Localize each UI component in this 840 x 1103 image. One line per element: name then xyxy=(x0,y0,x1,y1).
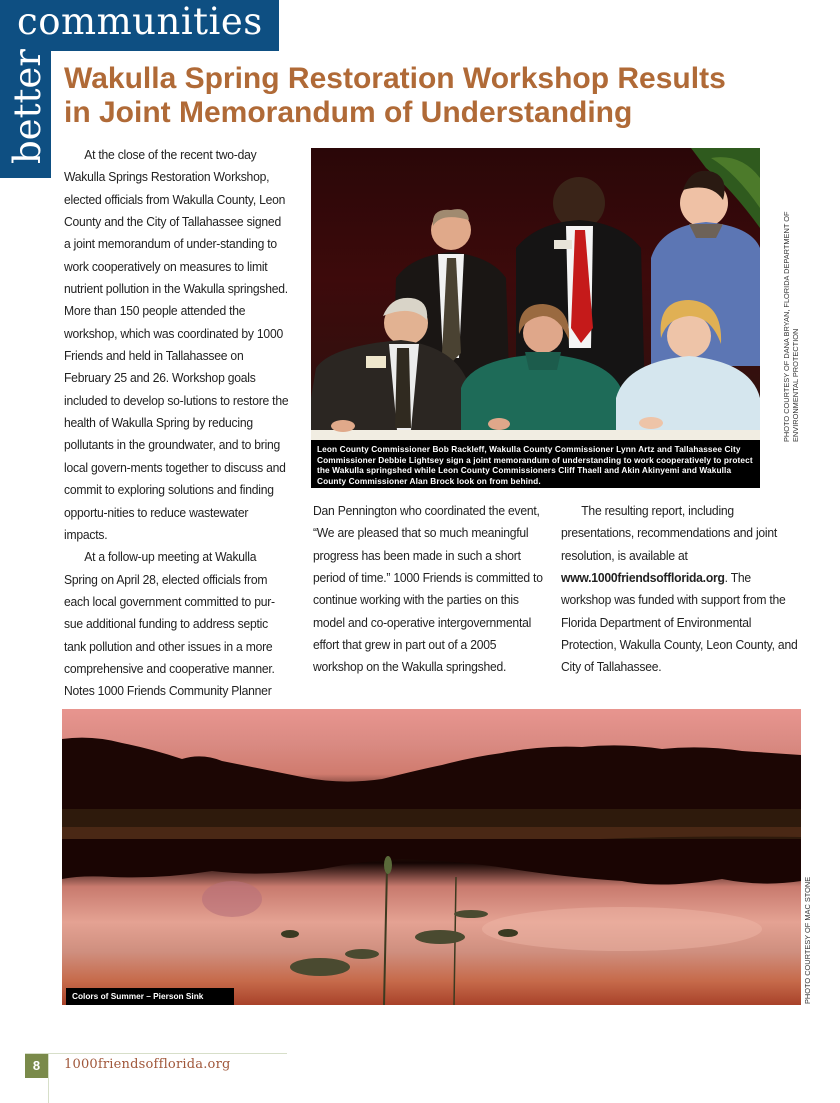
masthead-communities: communities xyxy=(17,0,263,43)
footer-website[interactable]: 1000friendsofflorida.org xyxy=(64,1057,231,1072)
paragraph: At the close of the recent two-day Wakulla Springs Restoration Workshop, elected officials from Wakulla County, Leon County and the City of Tallahassee signed a joint memorandum of under-standing to work cooperatively on measures to limit nutrient pollution in the Wakulla springshed. More than 150 people attended the workshop, which was coordinated by 1000 Friends and held in Tallahassee on February 25 and 26. Workshop goals included to develop so-lutions to restore the health of Wakulla Spring by reducing pollutants in the groundwater, and to bring local govern-ments together to discuss and commit to exploring solutions and finding opportu-nities to reduce wastewater impacts. xyxy=(64,147,289,542)
body-column-1 xyxy=(64,144,290,703)
photo-illustration xyxy=(62,709,801,1005)
footer-divider xyxy=(25,1053,287,1054)
photo-illustration xyxy=(311,148,760,440)
page-number: 8 xyxy=(25,1054,48,1078)
paragraph-text: . The workshop was funded with support from the Florida Department of Environmental Protection, Wakulla County, Leon County, and City of Tallahassee. xyxy=(561,570,798,675)
body-column-2 xyxy=(313,500,545,679)
photo-credit-bottom: PHOTO COURTESY OF MAC STONE xyxy=(803,876,812,1004)
paragraph: At a follow-up meeting at Wakulla Spring on April 28, elected officials from each local government committed to pur-sue additional funding to address septic tank pollution and other issues in a more comprehensive and cooperative manner. Notes 1000 Friends Community Planner xyxy=(64,549,275,699)
article-headline xyxy=(64,62,784,130)
body-column-3 xyxy=(561,500,798,679)
footer-vertical-divider xyxy=(48,1053,49,1103)
masthead-better: better xyxy=(6,49,49,164)
website-link[interactable]: www.1000friendsofflorida.org xyxy=(561,570,725,586)
photo-caption-bottom: Colors of Summer – Pierson Sink xyxy=(66,988,234,1005)
photo-caption-top: Leon County Commissioner Bob Rackleff, Wakulla County Commissioner Lynn Artz and Tallahassee City Commissioner Debbie Lightsey sign a joint memorandum of understanding to work cooperatively to protect the Wakulla springshed while Leon County Commissioners Cliff Thaell and Akin Akinyemi and Wakulla County Commissioner Alan Brock look on from behind. xyxy=(311,440,760,488)
pierson-sink-photo xyxy=(62,709,801,1005)
headline-line-1: Wakulla Spring Restoration Workshop Results xyxy=(64,62,726,95)
paragraph xyxy=(561,500,798,679)
paragraph-text: The resulting report, including presentations, recommendations and joint resolution, is available at xyxy=(561,503,778,563)
headline-line-2: in Joint Memorandum of Understanding xyxy=(64,96,633,129)
signing-ceremony-photo xyxy=(311,148,760,440)
photo-credit-top: PHOTO COURTESY OF DANA BRYAN, FLORIDA DEPARTMENT OF ENVIRONMENTAL PROTECTION xyxy=(782,211,800,442)
paragraph: Dan Pennington who coordinated the event, “We are pleased that so much meaningful progress has been made in such a short period of time.” 1000 Friends is committed to continue working with the parties on this model and co-operative intergovernmental effort that grew in part out of a 2005 workshop on the Wakulla springshed. xyxy=(313,503,543,675)
